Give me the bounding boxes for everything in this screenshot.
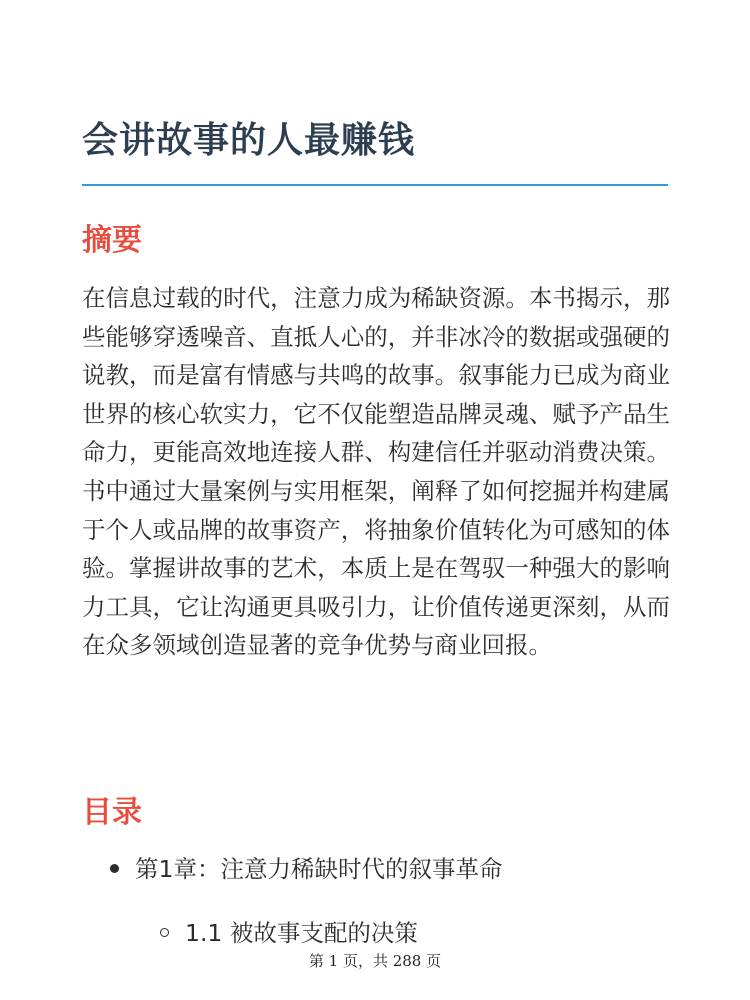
page-number-footer: 第 1 页，共 288 页	[308, 952, 442, 970]
toc-heading: 目录	[82, 795, 142, 830]
toc-item-label: 1.1 被故事支配的决策	[185, 919, 418, 947]
toc-item-chapter-1[interactable]	[110, 850, 502, 888]
title-divider	[82, 184, 668, 186]
toc-item-section-1-1[interactable]	[160, 914, 418, 952]
abstract-body: 在信息过载的时代，注意力成为稀缺资源。本书揭示，那些能够穿透噪音、直抵人心的，并非冰冷的数据或强硬的说教，而是富有情感与共鸣的故事。叙事能力已成为商业世界的核心软实力，它不仅能塑造品牌灵魂、赋予产品生命力，更能高效地连接人群、构建信任并驱动消费决策。书中通过大量案例与实用框架，阐释了如何挖掘并构建属于个人或品牌的故事资产，将抽象价值转化为可感知的体验。掌握讲故事的艺术，本质上是在驾驭一种强大的影响力工具，它让沟通更具吸引力，让价值传递更深刻，从而在众多领域创造显著的竞争优势与商业回报。	[82, 284, 670, 660]
abstract-heading: 摘要	[82, 223, 142, 258]
bullet-circle-icon	[160, 928, 169, 937]
bullet-disc-icon	[110, 864, 119, 873]
toc-item-label: 第1章：注意力稀缺时代的叙事革命	[135, 855, 503, 883]
book-title: 会讲故事的人最赚钱	[82, 120, 416, 161]
